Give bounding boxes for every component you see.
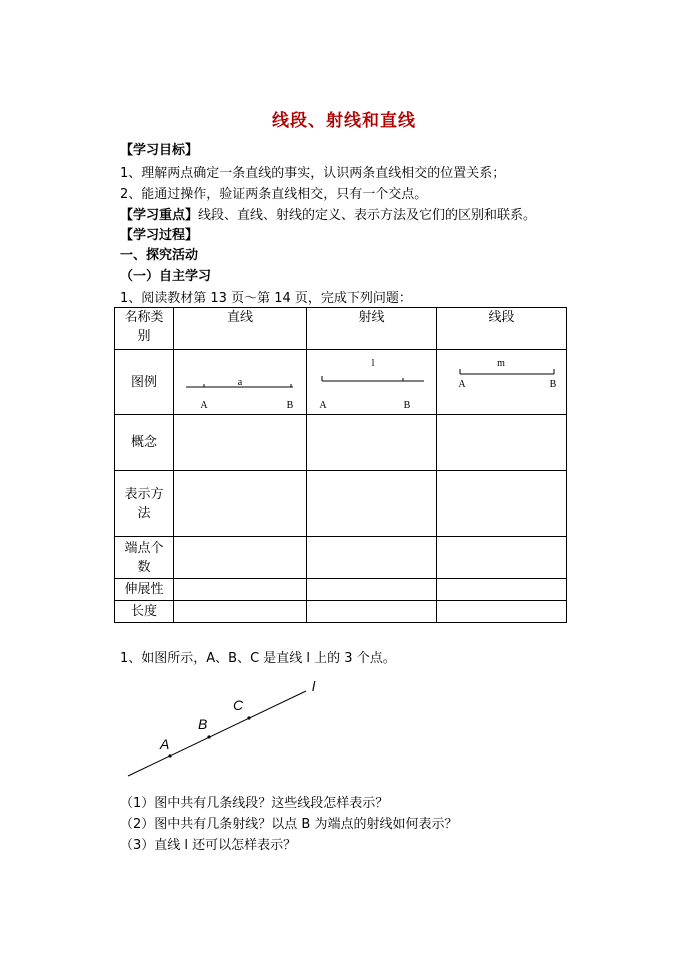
table-cell xyxy=(174,415,307,471)
column-header-line: 直线 xyxy=(174,308,307,350)
row-label-cell xyxy=(115,415,174,471)
table-cell xyxy=(307,415,437,471)
table-cell xyxy=(174,601,307,623)
process-heading: 【学习过程】 xyxy=(120,228,199,243)
row-label: 法 xyxy=(137,505,151,521)
point-label-b: B xyxy=(549,379,557,390)
ray-figure xyxy=(307,350,437,414)
line-label-l: l xyxy=(312,678,316,694)
point-label-c: C xyxy=(233,697,244,713)
table-row xyxy=(115,415,567,471)
ray-figure-cell xyxy=(307,350,437,415)
table-cell xyxy=(307,537,437,579)
row-label: 长度 xyxy=(130,604,157,619)
table-row xyxy=(115,537,567,579)
table-cell xyxy=(437,415,567,471)
table-cell xyxy=(437,537,567,579)
row-label-cell xyxy=(115,579,174,601)
row-label: 端点个 xyxy=(124,540,164,556)
section-heading: 一、探究活动 xyxy=(120,248,199,263)
points-on-line-figure xyxy=(120,676,330,784)
segment-figure-cell xyxy=(437,350,567,415)
problem-intro: 1、如图所示，A、B、C 是直线 l 上的 3 个点。 xyxy=(120,651,396,666)
page-title: 线段、射线和直线 xyxy=(272,111,416,131)
table-cell xyxy=(307,579,437,601)
table-cell xyxy=(174,537,307,579)
objective-item: 2、能通过操作，验证两条直线相交，只有一个交点。 xyxy=(120,187,428,202)
question-item: （3）直线 l 还可以怎样表示？ xyxy=(120,838,297,853)
table-cell xyxy=(307,471,437,537)
table-cell xyxy=(174,579,307,601)
table-row xyxy=(115,350,567,415)
point-label-a: A xyxy=(200,400,208,411)
column-header-segment: 线段 xyxy=(437,308,567,350)
table-cell xyxy=(437,471,567,537)
table-row xyxy=(115,471,567,537)
point-label-a: A xyxy=(458,379,466,390)
row-label-cell xyxy=(115,350,174,415)
line-figure-cell xyxy=(174,350,307,415)
table-cell xyxy=(174,471,307,537)
header-corner-cell xyxy=(115,308,174,350)
segment-figure xyxy=(437,350,567,414)
row-label: 数 xyxy=(137,559,151,575)
table-row xyxy=(115,579,567,601)
question-item: （1）图中共有几条线段？这些线段怎样表示？ xyxy=(120,796,389,811)
header-corner-line: 名称类 xyxy=(124,310,164,325)
header-corner-line: 别 xyxy=(137,329,151,344)
table-cell xyxy=(437,601,567,623)
point-label-b: B xyxy=(403,400,411,411)
key-points xyxy=(120,204,536,223)
instruction-text: 1、阅读教材第 13 页～第 14 页，完成下列问题： xyxy=(120,291,412,306)
row-label: 概念 xyxy=(130,435,157,450)
point-a-dot xyxy=(168,754,171,757)
column-header-ray: 射线 xyxy=(307,308,437,350)
row-label: 伸展性 xyxy=(124,582,164,597)
line-letter: a xyxy=(237,377,243,388)
point-label-a: A xyxy=(319,400,327,411)
subsection-heading: （一）自主学习 xyxy=(120,269,212,284)
line-figure xyxy=(174,350,307,414)
point-label-a: A xyxy=(160,736,170,752)
comparison-table xyxy=(114,307,567,623)
point-label-b: B xyxy=(198,716,208,732)
row-label-cell xyxy=(115,537,174,579)
row-label-cell xyxy=(115,471,174,537)
question-item: （2）图中共有几条射线？以点 B 为端点的射线如何表示？ xyxy=(120,817,458,832)
key-points-heading: 【学习重点】 xyxy=(120,208,199,223)
table-row xyxy=(115,601,567,623)
point-c-dot xyxy=(247,716,250,719)
objective-item: 1、理解两点确定一条直线的事实，认识两条直线相交的位置关系； xyxy=(120,166,506,181)
row-label-cell xyxy=(115,601,174,623)
table-cell xyxy=(307,601,437,623)
key-points-text: 线段、直线、射线的定义、表示方法及它们的区别和联系。 xyxy=(198,208,537,223)
ray-letter: l xyxy=(371,358,375,369)
line-l-stroke xyxy=(128,691,306,776)
table-cell xyxy=(437,579,567,601)
table-header-row xyxy=(115,308,567,350)
row-label: 图例 xyxy=(130,374,157,390)
point-b-dot xyxy=(207,735,210,738)
row-label: 表示方 xyxy=(124,486,164,502)
objectives-heading: 【学习目标】 xyxy=(120,143,199,158)
segment-letter: m xyxy=(497,358,505,369)
point-label-b: B xyxy=(286,400,294,411)
